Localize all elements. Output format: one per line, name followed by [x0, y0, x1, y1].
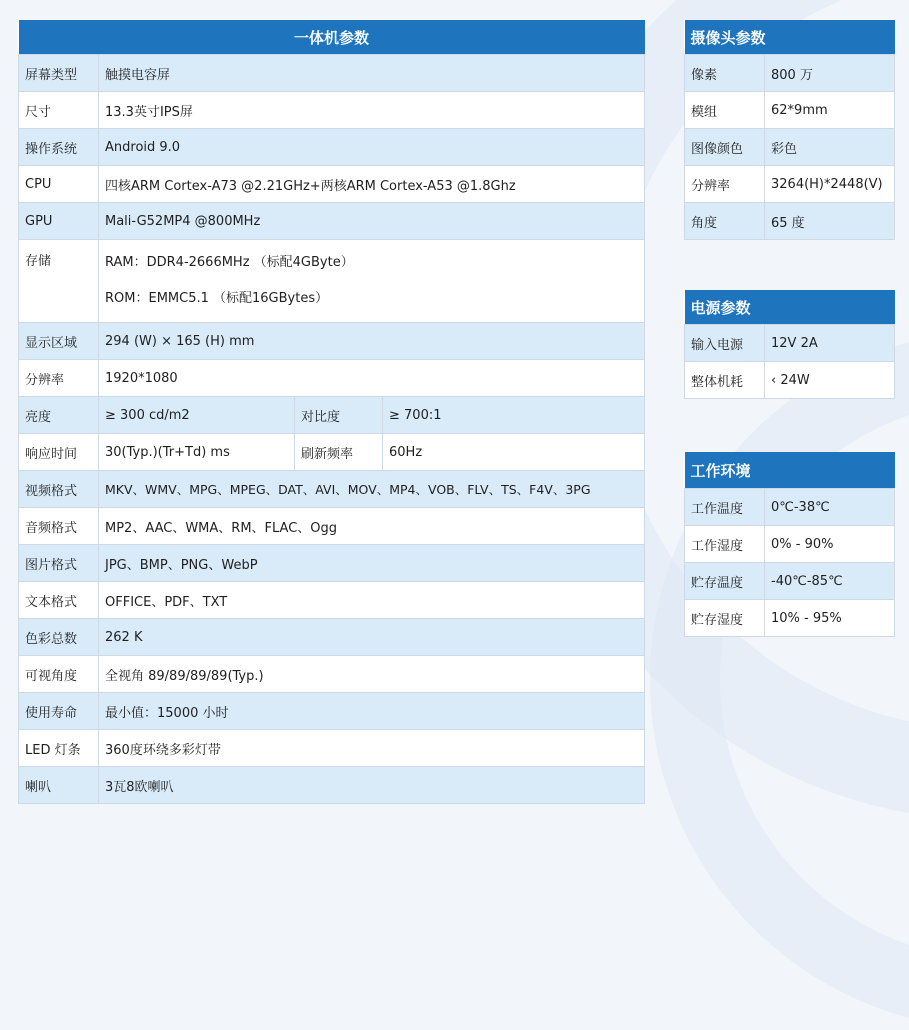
row-label: 屏幕类型	[19, 55, 99, 92]
row-label: 图像颜色	[685, 129, 765, 166]
row-value: JPG、BMP、PNG、WebP	[99, 545, 645, 582]
row-value: 1920*1080	[99, 360, 645, 397]
row-label: 显示区域	[19, 323, 99, 360]
row-value: 800 万	[765, 55, 895, 92]
row-label: 可视角度	[19, 656, 99, 693]
row-label: 角度	[685, 203, 765, 240]
main-table-title: 一体机参数	[19, 20, 645, 55]
row-value: MP2、AAC、WMA、RM、FLAC、Ogg	[99, 508, 645, 545]
row-value: OFFICE、PDF、TXT	[99, 582, 645, 619]
table-row	[685, 526, 895, 563]
table-row	[19, 471, 645, 508]
row-label: 整体机耗	[685, 362, 765, 399]
table-row	[19, 582, 645, 619]
row-label: 分辨率	[685, 166, 765, 203]
environment-table-title: 工作环境	[685, 452, 895, 489]
row-value: ‹ 24W	[765, 362, 895, 399]
table-row	[19, 92, 645, 129]
row-value: 62*9mm	[765, 92, 895, 129]
camera-table-title: 摄像头参数	[685, 20, 895, 55]
row-label: LED 灯条	[19, 730, 99, 767]
environment-spec-table	[684, 452, 895, 637]
row-value: 彩色	[765, 129, 895, 166]
table-row	[685, 92, 895, 129]
row-value: 262 K	[99, 619, 645, 656]
row-label: 音频格式	[19, 508, 99, 545]
row-label: 工作温度	[685, 489, 765, 526]
rom-spec: ROM：EMMC5.1 （标配16GBytes）	[105, 291, 329, 306]
table-row	[685, 166, 895, 203]
table-row	[685, 600, 895, 637]
table-row	[19, 434, 645, 471]
row-label: CPU	[19, 166, 99, 203]
table-row	[685, 489, 895, 526]
ram-spec: RAM：DDR4-2666MHz （标配4GByte）	[105, 255, 354, 270]
table-row	[19, 656, 645, 693]
power-table-title: 电源参数	[685, 290, 895, 325]
row-value: 3264(H)*2448(V)	[765, 166, 895, 203]
row-label: 像素	[685, 55, 765, 92]
table-row	[19, 129, 645, 166]
row-value: 30(Typ.)(Tr+Td) ms	[99, 434, 295, 471]
table-row	[685, 129, 895, 166]
row-value: 触摸电容屏	[99, 55, 645, 92]
row-value: 294 (W) × 165 (H) mm	[99, 323, 645, 360]
row-value: MKV、WMV、MPG、MPEG、DAT、AVI、MOV、MP4、VOB、FLV、TS、F4V、3PG	[99, 471, 645, 508]
row-label: 贮存温度	[685, 563, 765, 600]
table-row	[685, 563, 895, 600]
row-label: 分辨率	[19, 360, 99, 397]
row-value: Android 9.0	[99, 129, 645, 166]
table-row	[685, 203, 895, 240]
row-value: 0% - 90%	[765, 526, 895, 563]
row-label: 输入电源	[685, 325, 765, 362]
row-value: 3瓦8欧喇叭	[99, 767, 645, 804]
row-label: 色彩总数	[19, 619, 99, 656]
row-label: 文本格式	[19, 582, 99, 619]
row-label: 响应时间	[19, 434, 99, 471]
row-value: 四核ARM Cortex-A73 @2.21GHz+两核ARM Cortex-A53 @1.8Ghz	[99, 166, 645, 203]
table-row	[19, 619, 645, 656]
table-row	[19, 203, 645, 240]
row-label: 贮存湿度	[685, 600, 765, 637]
row-label: 使用寿命	[19, 693, 99, 730]
row-value	[99, 240, 645, 323]
table-row	[685, 325, 895, 362]
table-row	[19, 397, 645, 434]
background-arc	[650, 330, 909, 1030]
row-label: 图片格式	[19, 545, 99, 582]
table-row	[19, 240, 645, 323]
row-value: -40℃-85℃	[765, 563, 895, 600]
row-value: 0℃-38℃	[765, 489, 895, 526]
row-value: 最小值：15000 小时	[99, 693, 645, 730]
table-row	[19, 730, 645, 767]
table-row	[19, 166, 645, 203]
table-row	[19, 55, 645, 92]
row-value: 全视角 89/89/89/89(Typ.)	[99, 656, 645, 693]
row-value: 12V 2A	[765, 325, 895, 362]
row-label: 模组	[685, 92, 765, 129]
main-spec-table	[18, 20, 645, 804]
row-label: GPU	[19, 203, 99, 240]
row-value: 10% - 95%	[765, 600, 895, 637]
table-row	[19, 508, 645, 545]
row-value: 360度环绕多彩灯带	[99, 730, 645, 767]
row-label: 操作系统	[19, 129, 99, 166]
row-value: 13.3英寸IPS屏	[99, 92, 645, 129]
row-label: 刷新频率	[295, 434, 383, 471]
camera-spec-table	[684, 20, 895, 240]
row-label: 亮度	[19, 397, 99, 434]
row-value: 60Hz	[383, 434, 645, 471]
table-row	[685, 362, 895, 399]
row-value: Mali-G52MP4 @800MHz	[99, 203, 645, 240]
table-row	[19, 360, 645, 397]
row-value: 65 度	[765, 203, 895, 240]
row-label: 工作湿度	[685, 526, 765, 563]
row-label: 尺寸	[19, 92, 99, 129]
table-row	[19, 767, 645, 804]
row-label: 对比度	[295, 397, 383, 434]
table-row	[19, 693, 645, 730]
row-label: 喇叭	[19, 767, 99, 804]
row-label: 视频格式	[19, 471, 99, 508]
power-spec-table	[684, 290, 895, 399]
table-row	[19, 323, 645, 360]
row-value: ≥ 700:1	[383, 397, 645, 434]
table-row	[685, 55, 895, 92]
row-value: ≥ 300 cd/m2	[99, 397, 295, 434]
table-row	[19, 545, 645, 582]
row-label: 存储	[19, 240, 99, 323]
